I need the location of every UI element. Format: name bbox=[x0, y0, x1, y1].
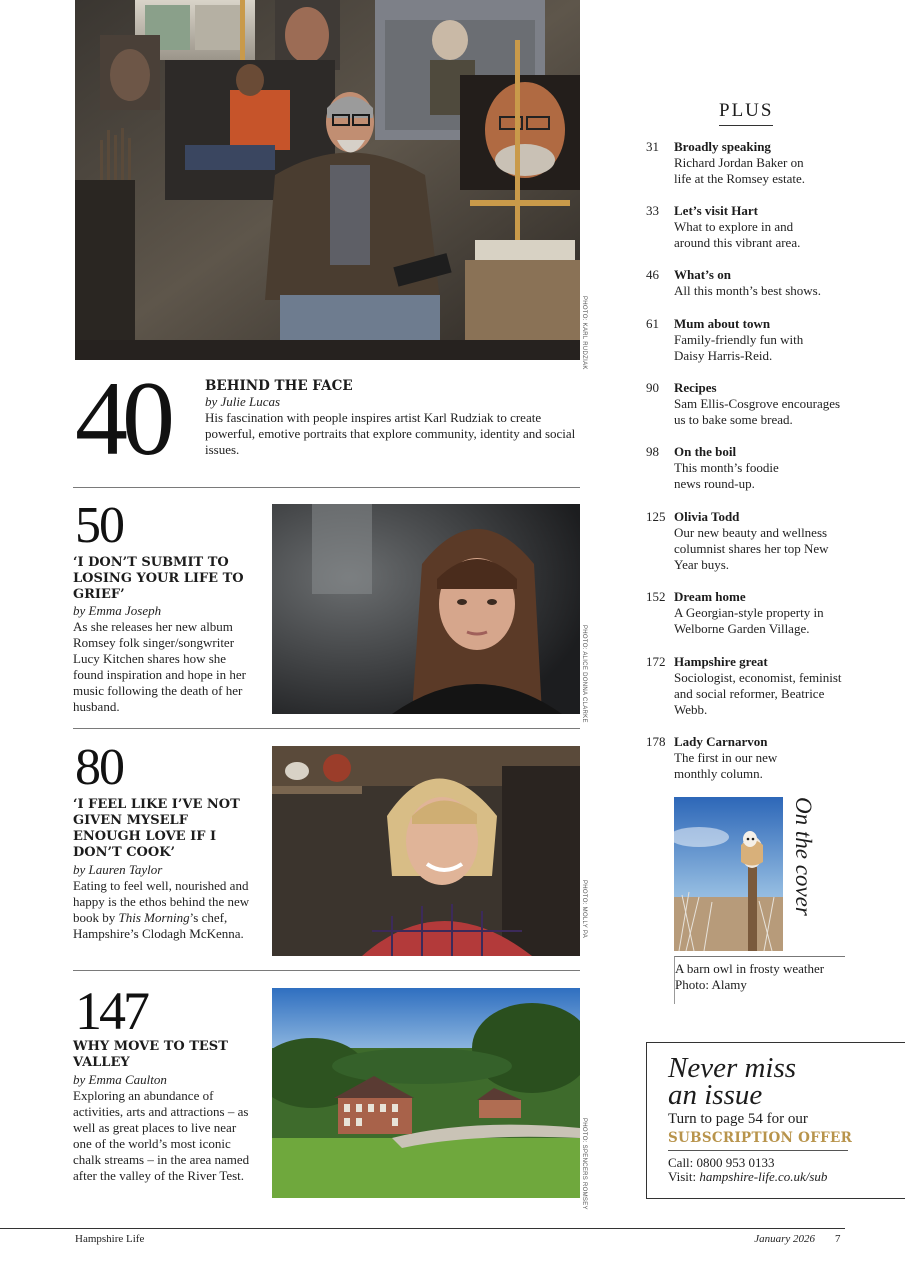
plus-heading bbox=[719, 100, 773, 126]
footer-page-number: 7 bbox=[835, 1233, 841, 1245]
feature-147-photo bbox=[272, 988, 580, 1198]
feature-80-title[interactable]: ‘I FEEL LIKE I’VE NOT GIVEN MYSELF ENOUGH LOVE IF I DON’T COOK’ bbox=[73, 797, 240, 860]
feature-50-byline: by Emma Joseph bbox=[73, 603, 162, 618]
feature-80-text bbox=[73, 862, 253, 942]
plus-item[interactable] bbox=[646, 654, 851, 718]
plus-item-page: 31 bbox=[646, 139, 659, 154]
subscription-offer[interactable]: SUBSCRIPTION OFFER bbox=[668, 1130, 853, 1146]
subscribe-box[interactable] bbox=[646, 1042, 905, 1199]
plus-item-desc: Sam Ellis-Cosgrove encourages us to bake some bread. bbox=[674, 396, 841, 427]
plus-item-title: Let’s visit Hart bbox=[674, 203, 758, 218]
feature-50-title[interactable]: ‘I DON’T SUBMIT TO LOSING YOUR LIFE TO GRIEF’ bbox=[73, 555, 244, 602]
subscribe-visit bbox=[668, 1169, 827, 1184]
plus-item-title: Dream home bbox=[674, 589, 746, 604]
plus-item[interactable] bbox=[646, 203, 851, 251]
feature-40-byline: by Julie Lucas bbox=[205, 394, 281, 409]
plus-item[interactable] bbox=[646, 589, 851, 637]
plus-item-page: 61 bbox=[646, 316, 659, 331]
plus-item[interactable] bbox=[646, 267, 851, 299]
plus-item[interactable] bbox=[646, 509, 851, 573]
subscribe-rule bbox=[668, 1150, 848, 1151]
plus-item-desc: A Georgian-style property in Welborne Garden Village. bbox=[674, 605, 824, 636]
feature-50-photo bbox=[272, 504, 580, 714]
plus-item-title: On the boil bbox=[674, 444, 737, 459]
plus-item-title: What’s on bbox=[674, 267, 731, 282]
plus-item-desc: Richard Jordan Baker on life at the Romsey estate. bbox=[674, 155, 806, 186]
cover-caption-line1: A barn owl in frosty weather bbox=[675, 961, 825, 976]
footer-issue-date: January 2026 bbox=[754, 1233, 815, 1245]
plus-item-page: 46 bbox=[646, 267, 659, 282]
plus-item-page: 125 bbox=[646, 509, 666, 524]
footer-rule bbox=[0, 1228, 845, 1229]
feature-40-photo-credit: PHOTO: KARL RUDZIAK bbox=[581, 296, 587, 370]
subscribe-url-link[interactable]: hampshire-life.co.uk/sub bbox=[699, 1169, 828, 1184]
feature-40-page-number: 40 bbox=[75, 360, 169, 477]
feature-40-text bbox=[205, 378, 580, 458]
plus-item-page: 178 bbox=[646, 734, 666, 749]
feature-147-byline: by Emma Caulton bbox=[73, 1072, 167, 1087]
cover-caption-line2: Photo: Alamy bbox=[675, 977, 747, 992]
divider bbox=[73, 728, 580, 729]
plus-item[interactable] bbox=[646, 139, 851, 187]
subscribe-headline-line2: an issue bbox=[668, 1079, 763, 1111]
plus-item-title: Lady Carnarvon bbox=[674, 734, 768, 749]
footer-publication: Hampshire Life bbox=[75, 1233, 145, 1245]
plus-item-desc: The first in our new monthly column. bbox=[674, 750, 778, 781]
feature-50-photo-credit: PHOTO: ALICE DONNA CLARKE bbox=[581, 625, 587, 723]
plus-item-title: Olivia Todd bbox=[674, 509, 740, 524]
plus-heading-text: PLUS bbox=[719, 100, 774, 121]
feature-80-summary-post: ’s chef, Hampshire’s Clodagh McKenna. bbox=[73, 910, 244, 941]
feature-80-page-number: 80 bbox=[75, 739, 123, 796]
plus-heading-underline bbox=[719, 125, 773, 126]
feature-50-text bbox=[73, 603, 258, 715]
divider bbox=[73, 487, 580, 488]
plus-item-desc: Family-friendly fun with Daisy Harris-Reid. bbox=[674, 332, 804, 363]
cover-photo[interactable] bbox=[674, 797, 783, 951]
subscribe-headline-line1: Never miss bbox=[668, 1052, 797, 1084]
feature-147-title[interactable]: WHY MOVE TO TEST VALLEY bbox=[73, 1039, 228, 1070]
plus-item-page: 98 bbox=[646, 444, 659, 459]
plus-item-page: 90 bbox=[646, 380, 659, 395]
plus-item[interactable] bbox=[646, 734, 851, 782]
feature-80-summary bbox=[73, 878, 253, 942]
plus-item-title: Hampshire great bbox=[674, 654, 768, 669]
feature-50-page-number: 50 bbox=[75, 497, 123, 554]
feature-80-byline: by Lauren Taylor bbox=[73, 862, 163, 877]
cover-label: On the cover bbox=[791, 797, 816, 916]
feature-147-text bbox=[73, 1072, 253, 1184]
house-aerial-image bbox=[272, 988, 580, 1198]
plus-item-page: 152 bbox=[646, 589, 666, 604]
chef-portrait-image bbox=[272, 746, 580, 956]
plus-item[interactable] bbox=[646, 444, 851, 492]
feature-40-photo bbox=[75, 0, 580, 360]
singer-portrait-image bbox=[272, 504, 580, 714]
subscribe-headline bbox=[668, 1052, 797, 1111]
plus-item-desc: Sociologist, economist, feminist and social reformer, Beatrice Webb. bbox=[674, 670, 842, 717]
plus-item-page: 33 bbox=[646, 203, 659, 218]
subscribe-text: Turn to page 54 for our bbox=[668, 1111, 808, 1127]
feature-40-summary: His fascination with people inspires artist Karl Rudziak to create powerful, emotive portraits that explore community, identity and social issues. bbox=[205, 410, 576, 457]
cover-caption-box bbox=[674, 956, 845, 1004]
feature-80-photo bbox=[272, 746, 580, 956]
plus-item-title: Broadly speaking bbox=[674, 139, 771, 154]
feature-80-photo-credit: PHOTO: MOLLY PA bbox=[581, 880, 587, 939]
plus-item-desc: What to explore in and around this vibrant area. bbox=[674, 219, 801, 250]
barn-owl-image bbox=[674, 797, 783, 951]
plus-item-title: Mum about town bbox=[674, 316, 771, 331]
feature-50-summary: As she releases her new album Romsey folk singer/songwriter Lucy Kitchen shares how she found inspiration and hope in her music following the death of her husband. bbox=[73, 619, 246, 714]
feature-147-photo-credit: PHOTO: SPENCERS ROMSEY bbox=[581, 1118, 587, 1210]
plus-item-desc: This month’s foodie news round-up. bbox=[674, 460, 779, 491]
plus-item-desc: All this month’s best shows. bbox=[674, 283, 821, 298]
plus-item[interactable] bbox=[646, 316, 851, 364]
subscribe-phone[interactable]: Call: 0800 953 0133 bbox=[668, 1155, 775, 1170]
feature-80-summary-italic: This Morning bbox=[118, 910, 190, 925]
plus-item-page: 172 bbox=[646, 654, 666, 669]
feature-40-title[interactable]: BEHIND THE FACE bbox=[205, 378, 353, 394]
divider bbox=[73, 970, 580, 971]
feature-147-summary: Exploring an abundance of activities, arts and attractions – as well as great places to live near one of the world’s most iconic chalk streams – in the area named after the valley of the River Test. bbox=[73, 1088, 250, 1183]
plus-item[interactable] bbox=[646, 380, 851, 428]
plus-item-title: Recipes bbox=[674, 380, 717, 395]
plus-item-desc: Our new beauty and wellness columnist shares her top New Year buys. bbox=[674, 525, 829, 572]
artist-studio-image bbox=[75, 0, 580, 360]
subscribe-visit-label: Visit: bbox=[668, 1169, 700, 1184]
feature-80-summary-pre: Eating to feel well, nourished and happy is the ethos behind the new book by bbox=[73, 878, 250, 925]
feature-147-page-number: 147 bbox=[75, 981, 147, 1041]
